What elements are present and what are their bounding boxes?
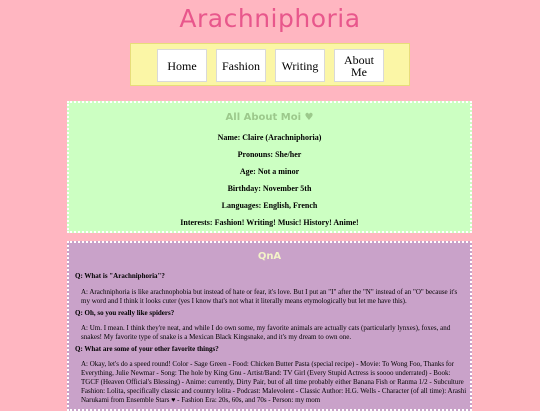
qna-question: Q: What is "Arachniphoria"? <box>75 272 165 280</box>
nav-bar <box>130 43 410 86</box>
nav-about-me-button[interactable]: About Me <box>334 49 384 82</box>
about-interests: Interests: Fashion! Writing! Music! History! Anime! <box>180 218 359 227</box>
about-age: Age: Not a minor <box>239 167 300 176</box>
nav-fashion-button[interactable]: Fashion <box>216 49 266 82</box>
about-birthday: Birthday: November 5th <box>227 184 312 193</box>
nav-home-button[interactable]: Home <box>157 49 207 82</box>
qna-answer: A: Okay, let's do a speed round! Color - Sage Green - Food: Chicken Butter Pasta (special recipe) - Movie: To Wong Foo, Thanks for Everything, Julie Newmar - Song: The hole by King Gnu - Artist/Band: TV Girl (Every Stupid Actress is soooo underrated) - Book: TGCF (Heaven Official's Blessing) - Anime: currently, Dirty Pair, but of all time probably either Banana Fish or Ranma 1/2 - Subculture Fashion: Lolita, specifically classic and country lolita - Podcast: Malevolent - Classic Author: H.G. Wells - Character (of all time): Arashi Narukami from Ensemble Stars ♥ - Fashion Era: 20s, 60s, and 70s - Person: my mom <box>81 360 467 404</box>
qna-question: Q: What are some of your other favorite things? <box>75 345 219 353</box>
about-name: Name: Claire (Arachniphoria) <box>217 133 322 142</box>
site-title: Arachniphoria <box>179 4 361 33</box>
qna-title: QnA <box>257 251 282 262</box>
qna-panel <box>67 241 472 411</box>
about-languages: Languages: English, French <box>221 201 318 210</box>
about-title: All About Moi ♥ <box>225 112 314 123</box>
about-pronouns: Pronouns: She/her <box>237 150 302 159</box>
about-panel <box>67 101 472 233</box>
qna-answer: A: Arachniphoria is like arachnophobia but instead of hate or fear, it's love. But I put an "I" after the "N" instead of an "O" because it's my word and I think it looks cuter (yes I know that's not what it literally means etymologically but let me have this). <box>81 288 458 305</box>
nav-writing-button[interactable]: Writing <box>275 49 325 82</box>
qna-answer: A: Um. I mean. I think they're neat, and while I do own some, my favorite animals are actually cats (particularly lynxes), foxes, and snakes! My favorite type of snake is a Mexican Black Kingsnake, and it's my dream to own one. <box>81 324 451 341</box>
qna-question: Q: Oh, so you really like spiders? <box>75 309 175 317</box>
